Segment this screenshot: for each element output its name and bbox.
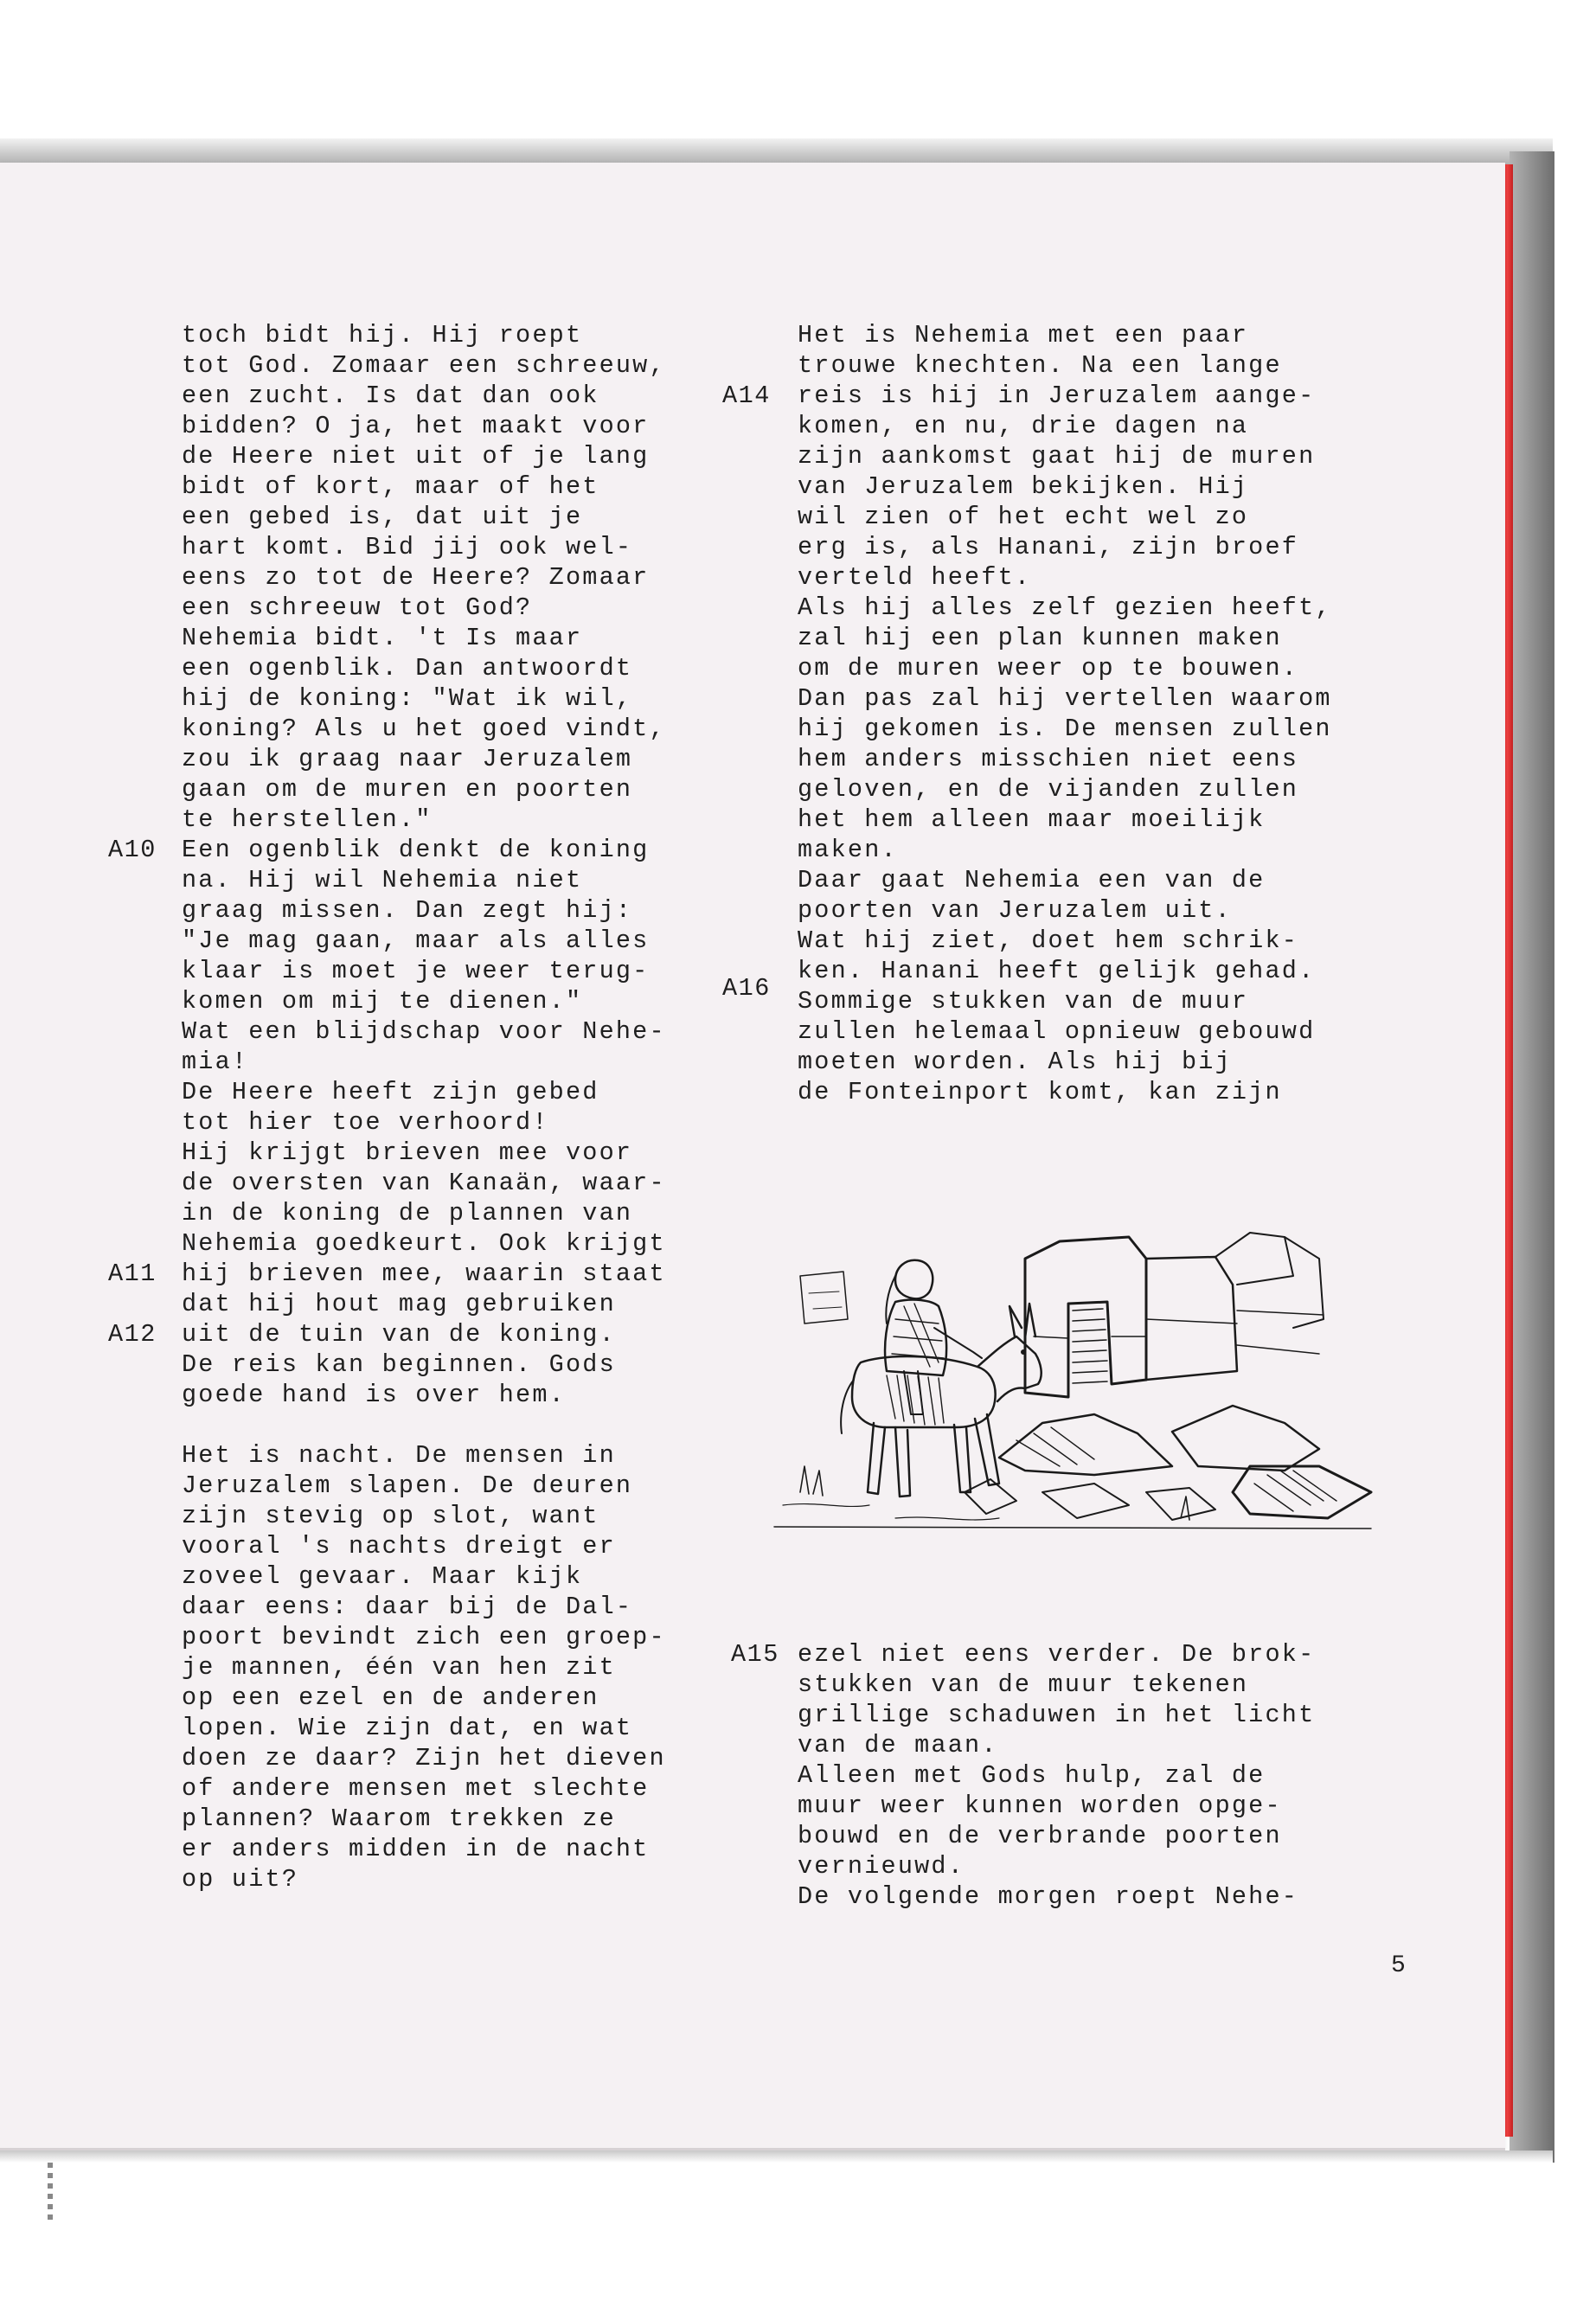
text-line: de Heere niet uit of je lang bbox=[182, 442, 650, 471]
text-line: het hem alleen maar moeilijk bbox=[798, 805, 1266, 834]
text-line: komen, en nu, drie dagen na bbox=[798, 412, 1249, 440]
text-line: wil zien of het echt wel zo bbox=[798, 503, 1249, 531]
text-line: ezel niet eens verder. De brok- bbox=[798, 1640, 1316, 1669]
text-line: De reis kan beginnen. Gods bbox=[182, 1350, 616, 1379]
text-line: zijn stevig op slot, want bbox=[182, 1502, 599, 1530]
text-line: geloven, en de vijanden zullen bbox=[798, 775, 1299, 804]
text-line: vernieuwd. bbox=[798, 1852, 965, 1881]
text-line: in de koning de plannen van bbox=[182, 1199, 633, 1227]
text-line: zijn aankomst gaat hij de muren bbox=[798, 442, 1316, 471]
right-text-column-bottom bbox=[798, 1639, 1429, 1912]
text-line: zal hij een plan kunnen maken bbox=[798, 624, 1282, 652]
margin-marker-a14: A14 bbox=[722, 381, 771, 410]
text-line: gaan om de muren en poorten bbox=[182, 775, 633, 804]
text-line: Het is nacht. De mensen in bbox=[182, 1441, 616, 1470]
text-line: een schreeuw tot God? bbox=[182, 593, 533, 622]
text-line: op een ezel en de anderen bbox=[182, 1683, 599, 1712]
text-line: Wat hij ziet, doet hem schrik- bbox=[798, 926, 1299, 955]
margin-marker-a12: A12 bbox=[108, 1320, 157, 1349]
text-line: hij de koning: "Wat ik wil, bbox=[182, 684, 633, 713]
text-line: Daar gaat Nehemia een van de bbox=[798, 866, 1266, 894]
text-line: van Jeruzalem bekijken. Hij bbox=[798, 472, 1249, 501]
text-line: hart komt. Bid jij ook wel- bbox=[182, 533, 633, 561]
text-line: toch bidt hij. Hij roept bbox=[182, 321, 583, 349]
text-line: klaar is moet je weer terug- bbox=[182, 957, 650, 985]
margin-marker-a11: A11 bbox=[108, 1259, 157, 1288]
text-line: de Fonteinport komt, kan zijn bbox=[798, 1078, 1282, 1106]
right-text-column-top bbox=[798, 320, 1429, 1107]
page-bottom-shadow bbox=[0, 2150, 1553, 2163]
margin-marker-a16: A16 bbox=[722, 974, 771, 1003]
text-line: koning? Als u het goed vindt, bbox=[182, 715, 666, 743]
text-line: hem anders misschien niet eens bbox=[798, 745, 1299, 773]
text-line: erg is, als Hanani, zijn broef bbox=[798, 533, 1299, 561]
text-line: doen ze daar? Zijn het dieven bbox=[182, 1744, 666, 1772]
left-text-column bbox=[182, 320, 753, 1894]
text-line: zou ik graag naar Jeruzalem bbox=[182, 745, 633, 773]
scan-edge-mark bbox=[48, 2163, 53, 2223]
text-line: Dan pas zal hij vertellen waarom bbox=[798, 684, 1332, 713]
text-line: ken. Hanani heeft gelijk gehad. bbox=[798, 957, 1316, 985]
text-line: of andere mensen met slechte bbox=[182, 1774, 650, 1803]
text-line: te herstellen." bbox=[182, 805, 433, 834]
text-line: trouwe knechten. Na een lange bbox=[798, 351, 1282, 380]
text-line: Wat een blijdschap voor Nehe- bbox=[182, 1017, 666, 1046]
text-line: zullen helemaal opnieuw gebouwd bbox=[798, 1017, 1316, 1046]
text-line: Het is Nehemia met een paar bbox=[798, 321, 1249, 349]
text-line: bouwd en de verbrande poorten bbox=[798, 1822, 1282, 1850]
text-line: graag missen. Dan zegt hij: bbox=[182, 896, 633, 925]
text-line: na. Hij wil Nehemia niet bbox=[182, 866, 583, 894]
text-line: op uit? bbox=[182, 1865, 299, 1894]
text-line: Een ogenblik denkt de koning bbox=[182, 836, 650, 864]
text-line: een ogenblik. Dan antwoordt bbox=[182, 654, 633, 683]
text-line: er anders midden in de nacht bbox=[182, 1835, 650, 1863]
text-line: poorten van Jeruzalem uit. bbox=[798, 896, 1232, 925]
text-line: een zucht. Is dat dan ook bbox=[182, 381, 599, 410]
text-line: De Heere heeft zijn gebed bbox=[182, 1078, 599, 1106]
text-line: hij gekomen is. De mensen zullen bbox=[798, 715, 1332, 743]
text-line: Hij krijgt brieven mee voor bbox=[182, 1138, 633, 1167]
text-line: Sommige stukken van de muur bbox=[798, 987, 1249, 1016]
text-line: bidden? O ja, het maakt voor bbox=[182, 412, 650, 440]
text-line: vooral 's nachts dreigt er bbox=[182, 1532, 616, 1561]
text-line: poort bevindt zich een groep- bbox=[182, 1623, 666, 1651]
text-line: tot hier toe verhoord! bbox=[182, 1108, 549, 1137]
text-line: maken. bbox=[798, 836, 898, 864]
page-number: 5 bbox=[1391, 1952, 1406, 1979]
paragraph-gap bbox=[182, 1410, 753, 1440]
text-line: stukken van de muur tekenen bbox=[798, 1670, 1249, 1699]
text-line: goede hand is over hem. bbox=[182, 1381, 566, 1409]
text-line: de oversten van Kanaän, waar- bbox=[182, 1169, 666, 1197]
text-line: Als hij alles zelf gezien heeft, bbox=[798, 593, 1332, 622]
text-line: mia! bbox=[182, 1048, 249, 1076]
text-line: van de maan. bbox=[798, 1731, 998, 1759]
text-line: bidt of kort, maar of het bbox=[182, 472, 599, 501]
text-line: zoveel gevaar. Maar kijk bbox=[182, 1562, 583, 1591]
text-line: De volgende morgen roept Nehe- bbox=[798, 1882, 1299, 1911]
text-line: Alleen met Gods hulp, zal de bbox=[798, 1761, 1266, 1790]
text-line: daar eens: daar bij de Dal- bbox=[182, 1593, 633, 1621]
text-line: Nehemia goedkeurt. Ook krijgt bbox=[182, 1229, 666, 1258]
text-line: hij brieven mee, waarin staat bbox=[182, 1259, 666, 1288]
text-line: eens zo tot de Heere? Zomaar bbox=[182, 563, 650, 592]
text-line: grillige schaduwen in het licht bbox=[798, 1701, 1316, 1729]
text-line: tot God. Zomaar een schreeuw, bbox=[182, 351, 666, 380]
text-line: "Je mag gaan, maar als alles bbox=[182, 926, 650, 955]
text-line: lopen. Wie zijn dat, en wat bbox=[182, 1714, 633, 1742]
text-line: om de muren weer op te bouwen. bbox=[798, 654, 1299, 683]
text-line: moeten worden. Als hij bij bbox=[798, 1048, 1232, 1076]
text-line: reis is hij in Jeruzalem aange- bbox=[798, 381, 1316, 410]
margin-marker-a15: A15 bbox=[731, 1640, 779, 1669]
text-line: plannen? Waarom trekken ze bbox=[182, 1804, 616, 1833]
text-line: een gebed is, dat uit je bbox=[182, 503, 583, 531]
text-line: dat hij hout mag gebruiken bbox=[182, 1290, 616, 1318]
text-line: komen om mij te dienen." bbox=[182, 987, 583, 1016]
margin-marker-a10: A10 bbox=[108, 836, 157, 864]
text-line: je mannen, één van hen zit bbox=[182, 1653, 616, 1682]
text-line: muur weer kunnen worden opge- bbox=[798, 1791, 1282, 1820]
text-line: uit de tuin van de koning. bbox=[182, 1320, 616, 1349]
nehemiah-donkey-illustration bbox=[766, 1207, 1388, 1544]
text-line: Nehemia bidt. 't Is maar bbox=[182, 624, 583, 652]
text-line: Jeruzalem slapen. De deuren bbox=[182, 1471, 633, 1500]
book-cover-right-edge bbox=[1509, 151, 1554, 2163]
text-line: verteld heeft. bbox=[798, 563, 1032, 592]
